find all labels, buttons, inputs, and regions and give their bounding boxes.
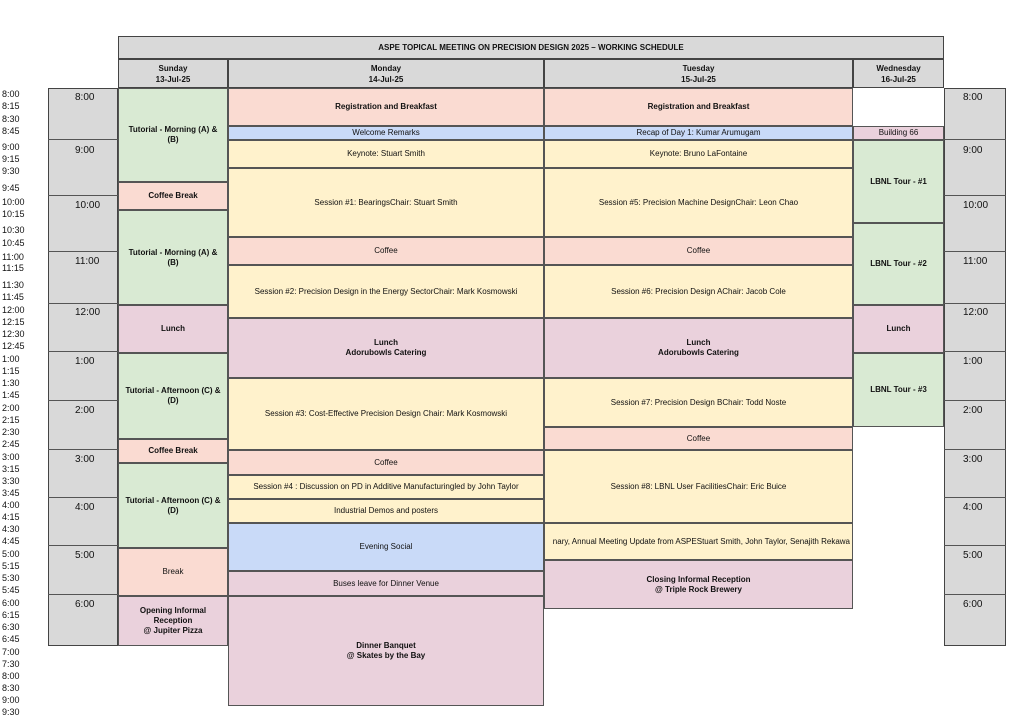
event-label: Lunch (161, 324, 185, 333)
sunday-tutorial-afternoon-1 (118, 353, 228, 439)
event-label: @ Jupiter Pizza (143, 626, 203, 635)
event-label: @ Triple Rock Brewery (655, 584, 742, 594)
hour-label: 9:00 (75, 145, 95, 156)
quarter-time-label: 12:00 (2, 305, 25, 315)
event-label: Registration and Breakfast (335, 102, 437, 111)
event-label: Coffee Break (148, 446, 198, 455)
hour-label: 9:00 (963, 145, 983, 156)
quarter-time-label: 8:30 (2, 114, 20, 124)
quarter-time-label: 9:30 (2, 166, 20, 176)
tuesday-coffee-2 (544, 427, 853, 450)
hour-label: 11:00 (963, 256, 988, 267)
quarter-time-label: 4:45 (2, 536, 20, 546)
monday-coffee-2 (228, 450, 544, 475)
event-label: Session #4 : Discussion on PD in Additive Manufacturingled by John Taylor (253, 482, 519, 491)
quarter-time-label: 4:30 (2, 524, 20, 534)
quarter-time-label: 5:15 (2, 561, 20, 571)
day-header-monday (228, 59, 544, 88)
wednesday-tour-1 (853, 140, 944, 223)
sunday-tutorial-morning-1 (118, 88, 228, 182)
day-name: Monday (370, 64, 402, 73)
quarter-time-label: 12:15 (2, 317, 25, 327)
hour-divider (944, 594, 1006, 595)
quarter-time-label: 3:30 (2, 476, 20, 486)
hour-divider (48, 545, 118, 546)
quarter-time-label: 4:15 (2, 512, 20, 522)
quarter-time-label: 5:30 (2, 573, 20, 583)
hour-divider (48, 594, 118, 595)
day-date: 14-Jul-25 (368, 75, 404, 84)
quarter-time-label: 9:00 (2, 142, 20, 152)
event-label: Tutorial - Morning (A) & (B) (128, 125, 218, 144)
day-header-tuesday (544, 59, 853, 88)
hour-divider (48, 195, 118, 196)
event-label: Registration and Breakfast (647, 102, 750, 111)
hour-column-right (944, 88, 1006, 646)
monday-evening-social (228, 523, 544, 571)
hour-column-left (48, 88, 118, 646)
event-label: Closing Informal Reception (646, 574, 751, 584)
hour-divider (48, 251, 118, 252)
tuesday-session-7 (544, 378, 853, 427)
tuesday-coffee-1 (544, 237, 853, 265)
event-label: Lunch (686, 338, 711, 347)
event-label: Coffee (374, 457, 398, 467)
quarter-time-label: 8:15 (2, 101, 20, 111)
day-date: 15-Jul-25 (681, 75, 716, 84)
quarter-time-label: 7:00 (2, 647, 20, 657)
hour-label: 3:00 (963, 454, 983, 465)
event-label: Coffee (686, 246, 711, 255)
event-label: LBNL Tour - #1 (870, 176, 927, 186)
hour-divider (48, 351, 118, 352)
hour-label: 10:00 (963, 200, 989, 211)
quarter-time-label: 6:15 (2, 610, 20, 620)
quarter-time-label: 8:45 (2, 126, 20, 136)
day-name: Tuesday (682, 64, 715, 73)
schedule-title: ASPE TOPICAL MEETING ON PRECISION DESIGN 2025 – WORKING SCHEDULE (118, 36, 944, 59)
quarter-time-label: 11:30 (2, 280, 24, 290)
quarter-time-label: 3:45 (2, 488, 20, 498)
tuesday-summary (544, 523, 853, 560)
day-header-wednesday (853, 59, 944, 88)
monday-session-1 (228, 168, 544, 237)
quarter-time-label: 2:00 (2, 403, 20, 413)
event-label: Keynote: Stuart Smith (347, 149, 425, 158)
tuesday-lunch (544, 318, 853, 378)
hour-divider (944, 449, 1006, 450)
day-name: Sunday (158, 64, 188, 73)
quarter-time-label: 12:45 (2, 341, 25, 351)
event-label: Break (162, 567, 184, 576)
event-label: @ Skates by the Bay (346, 651, 426, 660)
hour-divider (48, 497, 118, 498)
quarter-time-label: 2:15 (2, 415, 20, 425)
monday-keynote (228, 140, 544, 168)
quarter-time-label: 5:00 (2, 549, 20, 559)
hour-divider (944, 139, 1006, 140)
event-label: Opening Informal (139, 606, 207, 615)
quarter-time-label: 6:00 (2, 598, 20, 608)
event-label: Session #1: BearingsChair: Stuart Smith (314, 197, 458, 207)
event-label: Tutorial - Afternoon (C) & (D) (125, 386, 221, 405)
quarter-time-label: 1:15 (2, 366, 20, 376)
hour-label: 5:00 (75, 550, 95, 561)
event-label: Lunch (374, 338, 398, 347)
tuesday-keynote (544, 140, 853, 168)
hour-label: 6:00 (963, 599, 983, 610)
quarter-time-label: 12:30 (2, 329, 25, 339)
quarter-time-label: 5:45 (2, 585, 20, 595)
monday-industrial-demos (228, 499, 544, 523)
hour-label: 11:00 (75, 256, 100, 267)
hour-label: 2:00 (963, 405, 983, 416)
quarter-time-label: 1:30 (2, 378, 20, 388)
event-label: Recap of Day 1: Kumar Arumugam (636, 128, 761, 137)
event-label: Session #6: Precision Design AChair: Jacob Cole (611, 286, 786, 296)
tuesday-registration (544, 88, 853, 126)
quarter-time-label: 10:00 (2, 197, 25, 207)
event-label: Tutorial - Morning (A) & (B) (128, 247, 218, 267)
quarter-time-label: 2:45 (2, 439, 20, 449)
hour-divider (944, 251, 1006, 252)
hour-label: 1:00 (963, 356, 983, 367)
wednesday-building-66 (853, 126, 944, 140)
wednesday-tour-2 (853, 223, 944, 305)
hour-label: 8:00 (963, 92, 983, 103)
quarter-time-label: 7:30 (2, 659, 20, 669)
quarter-time-label: 9:30 (2, 707, 20, 717)
quarter-time-label: 2:30 (2, 427, 20, 437)
hour-label: 5:00 (963, 550, 983, 561)
event-label: Session #2: Precision Design in the Energy SectorChair: Mark Kosmowski (254, 286, 518, 296)
tuesday-recap (544, 126, 853, 140)
quarter-time-label: 1:00 (2, 354, 20, 364)
hour-label: 10:00 (75, 200, 101, 211)
event-label: Dinner Banquet (356, 641, 416, 650)
monday-session-2 (228, 265, 544, 318)
day-date: 16-Jul-25 (881, 75, 916, 84)
day-header-sunday (118, 59, 228, 88)
tuesday-closing-reception (544, 560, 853, 609)
event-label: Buses leave for Dinner Venue (333, 578, 439, 588)
event-label: Coffee (374, 246, 398, 255)
monday-lunch (228, 318, 544, 378)
sunday-tutorial-afternoon-2 (118, 463, 228, 548)
hour-label: 4:00 (75, 502, 95, 513)
event-label: Session #3: Cost-Effective Precision Design Chair: Mark Kosmowski (264, 409, 508, 418)
event-label: Reception (153, 616, 193, 625)
sunday-coffee-break-2 (118, 439, 228, 463)
hour-label: 6:00 (75, 599, 95, 610)
hour-divider (944, 351, 1006, 352)
tuesday-session-6 (544, 265, 853, 318)
hour-divider (944, 195, 1006, 196)
hour-divider (48, 449, 118, 450)
event-label: Industrial Demos and posters (333, 506, 439, 515)
hour-label: 1:00 (75, 356, 95, 367)
sunday-tutorial-morning-2 (118, 210, 228, 305)
monday-buses (228, 571, 544, 596)
day-date: 13-Jul-25 (155, 75, 191, 84)
monday-session-3 (228, 378, 544, 450)
event-label: Session #8: LBNL User FacilitiesChair: Eric Buice (610, 481, 787, 491)
quarter-time-label: 9:45 (2, 183, 20, 193)
event-label: Session #7: Precision Design BChair: Todd Noste (610, 397, 787, 407)
sunday-lunch (118, 305, 228, 353)
quarter-time-label: 8:30 (2, 683, 20, 693)
hour-divider (48, 139, 118, 140)
hour-label: 12:00 (75, 307, 101, 318)
quarter-time-label: 3:15 (2, 464, 20, 474)
hour-label: 12:00 (963, 307, 989, 318)
hour-divider (944, 497, 1006, 498)
quarter-time-label: 11:15 (2, 263, 24, 273)
event-label: Welcome Remarks (352, 128, 420, 137)
quarter-time-label: 10:15 (2, 209, 25, 219)
hour-divider (944, 545, 1006, 546)
quarter-time-label: 8:00 (2, 671, 20, 681)
event-label: Coffee (686, 433, 711, 443)
tuesday-session-5 (544, 168, 853, 237)
hour-divider (48, 400, 118, 401)
event-label: Coffee Break (148, 191, 198, 200)
event-label: nary, Annual Meeting Update from ASPEStuart Smith, John Taylor, Senajith Rekawa (552, 536, 850, 546)
wednesday-tour-3 (853, 353, 944, 427)
sunday-opening-reception (118, 596, 228, 646)
quarter-time-label: 6:45 (2, 634, 20, 644)
quarter-time-label: 4:00 (2, 500, 20, 510)
day-name: Wednesday (876, 64, 921, 73)
monday-welcome (228, 126, 544, 140)
quarter-time-label: 1:45 (2, 390, 20, 400)
event-label: LBNL Tour - #2 (870, 259, 927, 268)
hour-label: 8:00 (75, 92, 95, 103)
hour-divider (944, 303, 1006, 304)
quarter-time-label: 8:00 (2, 89, 20, 99)
monday-registration (228, 88, 544, 126)
hour-label: 3:00 (75, 454, 95, 465)
sunday-coffee-break-1 (118, 182, 228, 210)
wednesday-lunch (853, 305, 944, 353)
monday-coffee-1 (228, 237, 544, 265)
event-label: Adorubowls Catering (658, 348, 739, 357)
event-label: LBNL Tour - #3 (870, 385, 927, 394)
monday-dinner-banquet (228, 596, 544, 706)
quarter-time-label: 11:00 (2, 252, 24, 262)
quarter-time-label: 10:30 (2, 225, 25, 235)
sunday-break (118, 548, 228, 596)
event-label: Lunch (886, 324, 911, 333)
quarter-time-label: 3:00 (2, 452, 20, 462)
quarter-time-label: 9:00 (2, 695, 20, 705)
event-label: Evening Social (359, 542, 413, 551)
event-label: Adorubowls Catering (345, 348, 427, 357)
quarter-time-label: 10:45 (2, 238, 25, 248)
event-label: Building 66 (878, 128, 919, 137)
monday-session-4 (228, 475, 544, 499)
quarter-time-label: 6:30 (2, 622, 20, 632)
hour-label: 2:00 (75, 405, 95, 416)
quarter-time-label: 11:45 (2, 292, 24, 302)
hour-divider (48, 303, 118, 304)
event-label: Session #5: Precision Machine DesignChair: Leon Chao (598, 197, 799, 207)
tuesday-session-8 (544, 450, 853, 523)
hour-divider (944, 400, 1006, 401)
event-label: Tutorial - Afternoon (C) & (D) (125, 495, 221, 515)
event-label: Keynote: Bruno LaFontaine (649, 149, 748, 158)
quarter-time-label: 9:15 (2, 154, 20, 164)
hour-label: 4:00 (963, 502, 983, 513)
